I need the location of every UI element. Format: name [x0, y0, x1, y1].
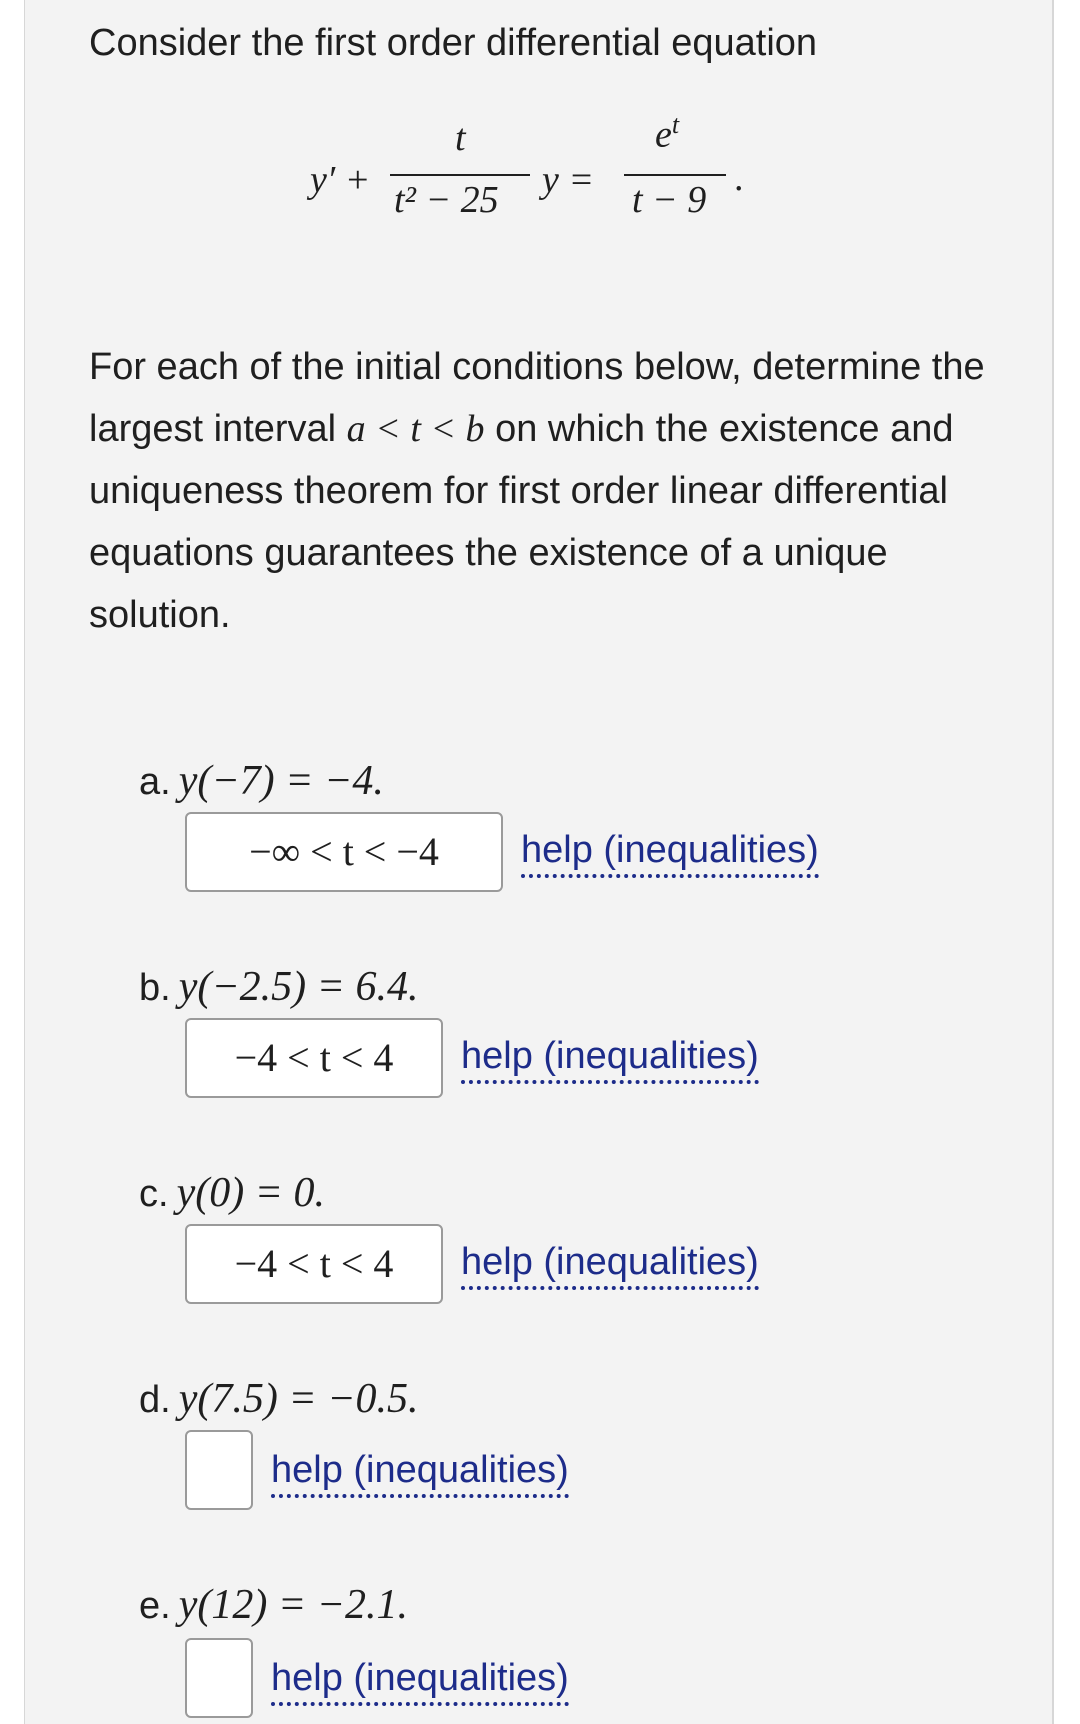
part-d-answer-input[interactable]: [185, 1430, 253, 1510]
part-d-help-link[interactable]: help (inequalities): [271, 1448, 569, 1498]
fraction2-numerator: $e^t$: [655, 110, 680, 156]
problem-panel: [24, 0, 1054, 1724]
fraction1-numerator: t: [455, 117, 466, 159]
part-e-label: e. y(12) = −2.1.: [139, 1582, 409, 1628]
part-e-help-link[interactable]: help (inequalities): [271, 1656, 569, 1706]
part-c-help-link[interactable]: help (inequalities): [461, 1240, 759, 1290]
part-d-label: d. y(7.5) = −0.5.: [139, 1376, 419, 1422]
equation-middle: y =: [542, 159, 595, 201]
equation-lhs: y′ +: [310, 159, 371, 201]
part-c-answer-input[interactable]: −4 < t < 4: [185, 1224, 443, 1304]
part-b-label: b. y(−2.5) = 6.4.: [139, 964, 419, 1010]
fraction2-denominator: t − 9: [632, 179, 707, 221]
part-c-label: c. y(0) = 0.: [139, 1170, 326, 1216]
part-e-answer-input[interactable]: [185, 1638, 253, 1718]
interval-expression: a < t < b: [346, 408, 485, 450]
equation-period: .: [734, 157, 744, 199]
part-a-label: a. y(−7) = −4.: [139, 758, 384, 804]
instructions-paragraph: For each of the initial conditions below, determine the largest interval a < t < b on which the existence and uniqueness theorem for first order linear differential equations guarantees the existence of a unique solution.: [89, 346, 985, 636]
differential-equation: [310, 110, 830, 238]
part-a-answer-input[interactable]: −∞ < t < −4: [185, 812, 503, 892]
fraction1-bar: [390, 174, 530, 176]
fraction1-denominator: t² − 25: [394, 179, 499, 221]
intro-text: Consider the first order differential equation: [89, 22, 818, 64]
part-b-answer-input[interactable]: −4 < t < 4: [185, 1018, 443, 1098]
part-a-help-link[interactable]: help (inequalities): [521, 828, 819, 878]
fraction2-bar: [624, 174, 726, 176]
part-b-help-link[interactable]: help (inequalities): [461, 1034, 759, 1084]
